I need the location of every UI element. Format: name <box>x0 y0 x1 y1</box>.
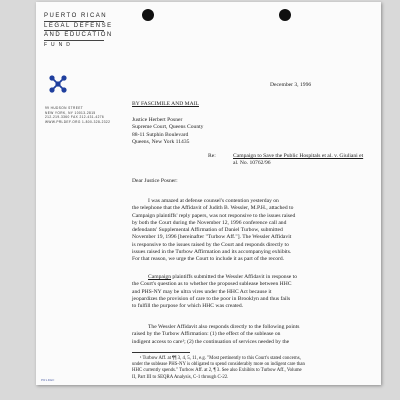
re-line: Campaign to Save the Public Hospitals et al. v. Giuliani et <box>233 153 364 159</box>
re-label: Re: <box>208 153 216 159</box>
address-line: 99 HUDSON STREET <box>45 106 84 110</box>
recipient-line: Supreme Court, Queens County <box>132 124 204 131</box>
recipient-line: Justice Herbert Posner <box>132 117 183 123</box>
organization-address <box>45 106 111 124</box>
salutation: Dear Justice Posner: <box>132 178 178 184</box>
footnote-line: II, Part III to SEQRA Analysis, C-1 through C-22. <box>132 374 229 380</box>
paragraph-1 <box>132 198 368 264</box>
org-line: AND EDUCATION <box>44 31 104 41</box>
org-line: FUND <box>44 41 74 48</box>
footnote <box>132 356 368 381</box>
paragraph-line: For that reason, we urge the Court to include it as part of the record. <box>132 256 285 263</box>
address-line: WWW.PRLDEF.ORG 1-800-328-2322 <box>45 119 111 124</box>
paragraph-line <box>132 274 368 281</box>
paragraph-line: defendants' Supplemental Affirmation of Daniel Turbow, submitted <box>132 227 283 234</box>
paragraph-line: and PHS-NY may be ultra vires under the HHC Act because it <box>132 288 272 295</box>
paragraph-line-rest: plaintiffs submitted the Wessler Affidavit in response to <box>171 274 298 280</box>
paragraph-line: is responsive to the issues raised by the Court and responds directly to <box>132 241 289 248</box>
paragraph-line: jeopardizes the provision of care to the poor in Brooklyn and thus fails <box>132 295 291 302</box>
paragraph-line: the telephone that the Affidavit of Judith B. Wessler, M.P.H., attached to <box>132 205 294 212</box>
paragraph-line: by both the Court during the November 12, 1996 conference call and <box>132 219 287 226</box>
paragraph-line: to fulfill the purpose for which HHC was created. <box>132 303 244 310</box>
paragraph-3 <box>132 324 368 346</box>
paragraph-2 <box>132 274 368 310</box>
paragraph-line: the Court's question as to whether the proposed sublease between HHC <box>132 281 292 288</box>
org-line: LEGAL DEFENSE <box>44 22 104 32</box>
letter-page <box>36 2 381 385</box>
organization-logo-icon <box>48 74 68 94</box>
campaign-lead: Campaign <box>148 274 171 280</box>
letter-date: December 3, 1996 <box>270 82 312 88</box>
printer-stamp: PRLDEF <box>41 378 55 382</box>
paragraph-line: The Wessler Affidavit also responds directly to the following points <box>148 324 300 330</box>
footnote-rule <box>132 352 190 353</box>
recipient-address <box>132 117 203 146</box>
paragraph-line: I was amazed at defense counsel's contention yesterday on <box>148 198 279 204</box>
paragraph-line: indigent access to care¹; (2) the continuation of services needed by the <box>132 338 290 345</box>
punch-hole-left <box>142 9 154 21</box>
paragraph-line: raised by the Turbow Affirmation: (1) the effect of the sublease on <box>132 331 281 338</box>
org-line: PUERTO RICAN <box>44 12 104 22</box>
re-line: al. No. 10762/96 <box>233 160 271 167</box>
address-line: NEW YORK, NY 10013-2815 <box>45 110 96 115</box>
paragraph-line: November 19, 1996 [hereinafter "Turbow Aff."]. The Wessler Affidavit <box>132 234 292 241</box>
footnote-line: HHC currently spends." Turbow Aff. at 2, ¶ 3. See also Exhibits to Turbow Aff., Volume <box>132 368 302 374</box>
footnote-line: under the sublease PHS-NY is obligated to spend considerably more on indigent care than <box>132 362 305 368</box>
footnote-line: ¹ Turbow Aff. at ¶¶ 3, 4, 5, 11, e.g. "Most pertinently to this Court's stated concerns, <box>140 356 301 361</box>
address-line: 212-219-3360 FAX 212-431-4276 <box>45 115 105 120</box>
punch-hole-right <box>279 9 291 21</box>
paragraph-line: Campaign plaintiffs' reply papers, was not responsive to the issues raised <box>132 212 296 219</box>
re-subject <box>233 153 371 168</box>
paragraph-line: issues raised in the Turbow Affirmation and its accompanying exhibits. <box>132 249 292 256</box>
organization-name <box>44 12 113 49</box>
delivery-method: BY FASCIMILE AND MAIL <box>132 101 199 107</box>
recipient-line: 88-11 Sutphin Boulevard <box>132 131 189 138</box>
recipient-line: Queens, New York 11435 <box>132 138 190 145</box>
